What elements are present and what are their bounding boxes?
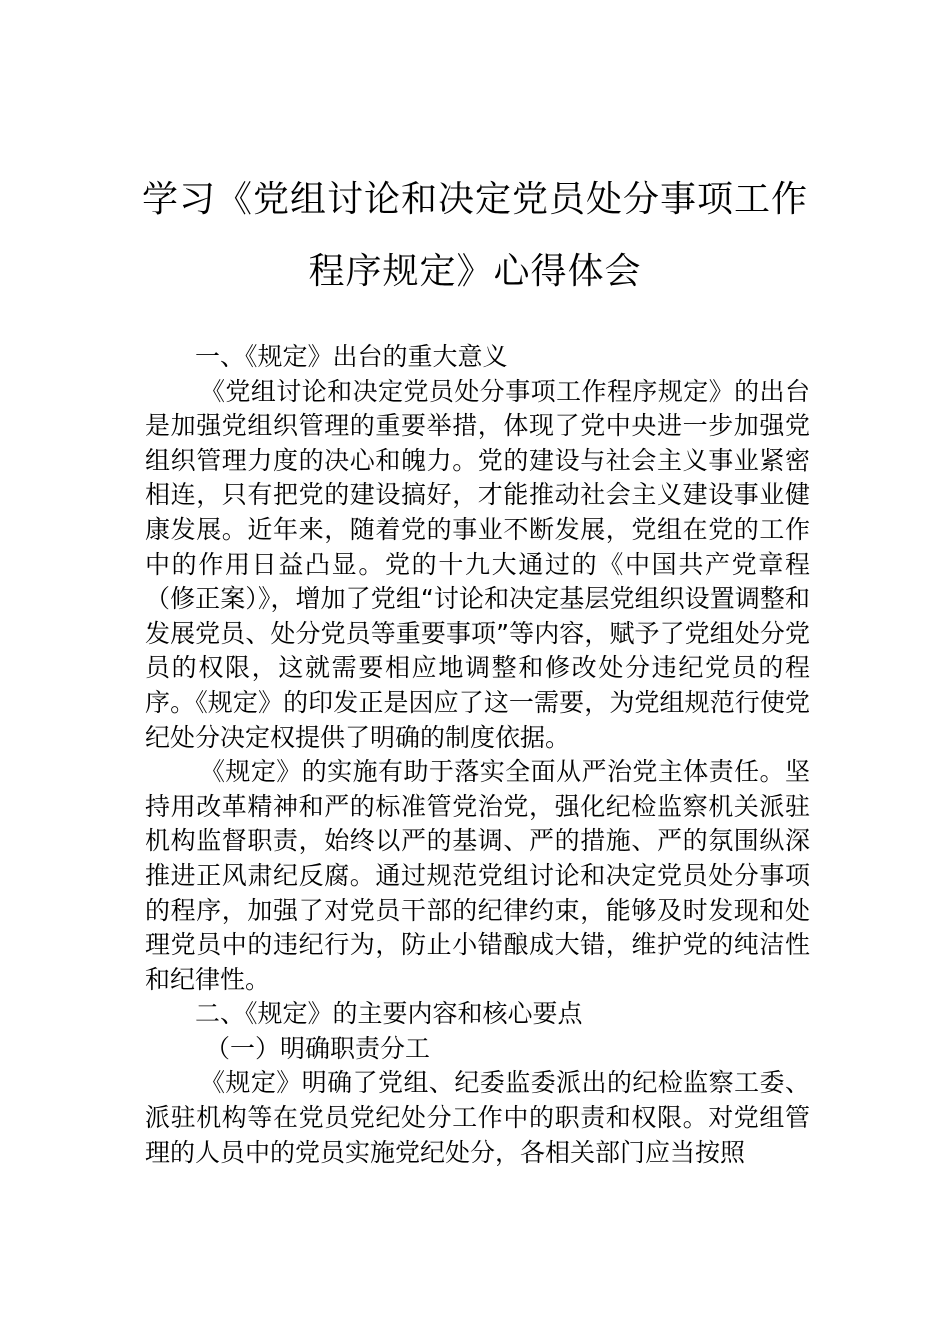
section-1-heading: 一、《规定》出台的重大意义 xyxy=(195,342,508,371)
section-1-paragraph-2: 《规定》的实施有助于落实全面从严治党主体责任。坚持用改革精神和严的标准管党治党，强化纪检监察机关派驻机构监督职责，始终以严的基调、严的措施、严的氛围纵深推进正风肃纪反腐。通过规范党组讨论和决定党员处分事项的程序，加强了对党员干部的纪律约束，能够及时发现和处理党员中的违纪行为，防止小错酿成大错，维护党的纯洁性和纪律性。 xyxy=(145,757,810,994)
section-2-subheading-1: （一）明确职责分工 xyxy=(205,1033,431,1063)
section-2-paragraph-1: 《规定》明确了党组、纪委监委派出的纪检监察工委、派驻机构等在党员党纪处分工作中的职责和权限。对党组管理的人员中的党员实施党纪处分，各相关部门应当按照 xyxy=(145,1068,810,1167)
document-body xyxy=(145,340,810,1170)
section-2-heading: 二、《规定》的主要内容和核心要点 xyxy=(195,999,583,1029)
section-1-paragraph-1: 《党组讨论和决定党员处分事项工作程序规定》的出台是加强党组织管理的重要举措，体现了党中央进一步加强党组织管理力度的决心和魄力。党的建设与社会主义事业紧密相连，只有把党的建设搞好，才能推动社会主义建设事业健康发展。近年来，随着党的事业不断发展，党组在党的工作中的作用日益凸显。党的十九大通过的《中国共产党章程（修正案）》，增加了党组“讨论和决定基层党组织设置调整和发展党员、处分党员等重要事项”等内容，赋予了党组处分党员的权限，这就需要相应地调整和修改处分违纪党员的程序。《规定》的印发正是因应了这一需要，为党组规范行使党纪处分决定权提供了明确的制度依据。 xyxy=(145,376,810,752)
document-title-line-2: 程序规定》心得体会 xyxy=(308,251,642,292)
document-title-line-1: 学习《党组讨论和决定党员处分事项工作 xyxy=(141,179,808,220)
